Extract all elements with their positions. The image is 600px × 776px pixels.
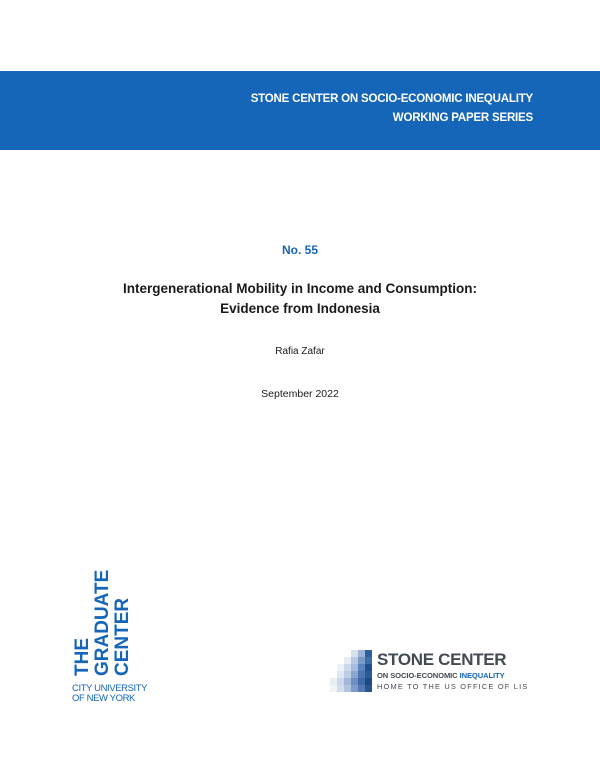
gc-word-center: CENTER — [112, 597, 133, 676]
paper-title-line-2: Evidence from Indonesia — [220, 301, 380, 316]
stone-center-name: STONE CENTER — [377, 650, 507, 669]
graduate-center-logo — [72, 569, 152, 704]
stone-center-subtitle-prefix: ON SOCIO-ECONOMIC — [377, 671, 460, 680]
stone-center-tagline: HOME TO THE US OFFICE OF LIS — [377, 682, 529, 691]
gc-subtitle-1: CITY UNIVERSITY — [72, 683, 148, 694]
series-banner — [0, 71, 600, 150]
graduate-center-wordmark — [72, 569, 172, 676]
paper-number: No. 55 — [281, 243, 318, 257]
publication-date: September 2022 — [261, 388, 339, 400]
gc-subtitle-2: OF NEW YORK — [72, 693, 135, 704]
stone-center-mosaic-icon — [330, 650, 372, 692]
stone-center-subtitle — [377, 671, 505, 680]
gc-word-the: THE — [72, 638, 93, 676]
stone-center-logo — [330, 650, 530, 694]
author: Rafia Zafar — [275, 346, 325, 357]
series-subtitle: WORKING PAPER SERIES — [392, 112, 533, 124]
gc-word-graduate: GRADUATE — [92, 569, 113, 676]
stone-center-subtitle-accent: INEQUALITY — [459, 671, 505, 680]
series-title: STONE CENTER ON SOCIO-ECONOMIC INEQUALITY — [250, 93, 533, 105]
paper-title — [0, 279, 600, 319]
paper-title-line-1: Intergenerational Mobility in Income and Consumption: — [122, 281, 477, 296]
